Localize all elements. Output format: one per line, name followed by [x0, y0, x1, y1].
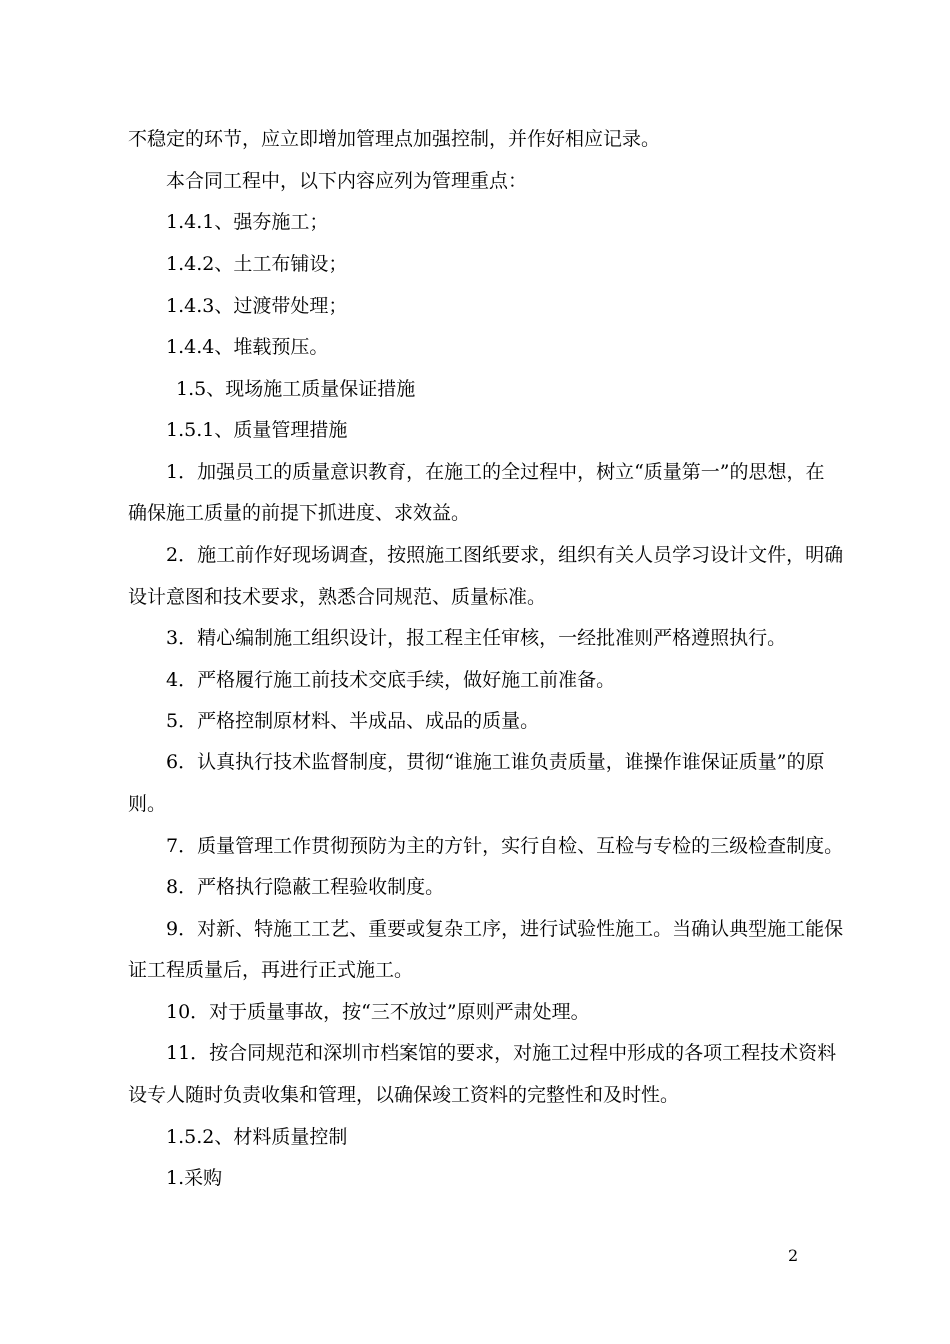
- measure-item-2-line-2: 设计意图和技术要求，熟悉合同规范、质量标准。: [128, 586, 547, 608]
- measure-item-1-line-2: 确保施工质量的前提下抓进度、求效益。: [128, 502, 471, 524]
- measure-item-4: 4．严格履行施工前技术交底手续，做好施工前准备。: [166, 669, 616, 691]
- section-heading-1-5-2: 1.5.2、材料质量控制: [166, 1126, 348, 1148]
- list-item-1-4-1: 1.4.1、强夯施工；: [166, 211, 329, 233]
- list-item-1-4-2: 1.4.2、土工布铺设；: [166, 253, 348, 275]
- body-text-line: 不稳定的环节，应立即增加管理点加强控制，并作好相应记录。: [128, 128, 661, 150]
- measure-item-9-line-1: 9．对新、特施工工艺、重要或复杂工序，进行试验性施工。当确认典型施工能保: [166, 918, 844, 940]
- measure-item-6-line-1: 6．认真执行技术监督制度，贯彻“谁施工谁负责质量，谁操作谁保证质量”的原: [166, 751, 825, 773]
- list-item-1-4-4: 1.4.4、堆载预压。: [166, 336, 329, 358]
- body-text-line: 本合同工程中，以下内容应列为管理重点：: [166, 170, 528, 192]
- measure-item-9-line-2: 证工程质量后，再进行正式施工。: [128, 959, 414, 981]
- subsection-procurement: 1.采购: [166, 1167, 223, 1189]
- measure-item-6-line-2: 则。: [128, 793, 167, 815]
- measure-item-2-line-1: 2．施工前作好现场调查，按照施工图纸要求，组织有关人员学习设计文件，明确: [166, 544, 844, 566]
- measure-item-11-line-1: 11．按合同规范和深圳市档案馆的要求，对施工过程中形成的各项工程技术资料: [166, 1042, 837, 1064]
- list-item-1-4-3: 1.4.3、过渡带处理；: [166, 295, 348, 317]
- page-number: 2: [788, 1246, 799, 1265]
- measure-item-10: 10．对于质量事故，按“三不放过”原则严肃处理。: [166, 1001, 590, 1023]
- measure-item-1-line-1: 1．加强员工的质量意识教育，在施工的全过程中，树立“质量第一”的思想，在: [166, 461, 825, 483]
- section-heading-1-5: 1.5、现场施工质量保证措施: [176, 378, 416, 400]
- measure-item-11-line-2: 设专人随时负责收集和管理，以确保竣工资料的完整性和及时性。: [128, 1084, 680, 1106]
- measure-item-3: 3．精心编制施工组织设计，报工程主任审核，一经批准则严格遵照执行。: [166, 627, 787, 649]
- measure-item-7: 7．质量管理工作贯彻预防为主的方针，实行自检、互检与专检的三级检查制度。: [166, 835, 844, 857]
- section-heading-1-5-1: 1.5.1、质量管理措施: [166, 419, 348, 441]
- measure-item-5: 5．严格控制原材料、半成品、成品的质量。: [166, 710, 540, 732]
- measure-item-8: 8．严格执行隐蔽工程验收制度。: [166, 876, 445, 898]
